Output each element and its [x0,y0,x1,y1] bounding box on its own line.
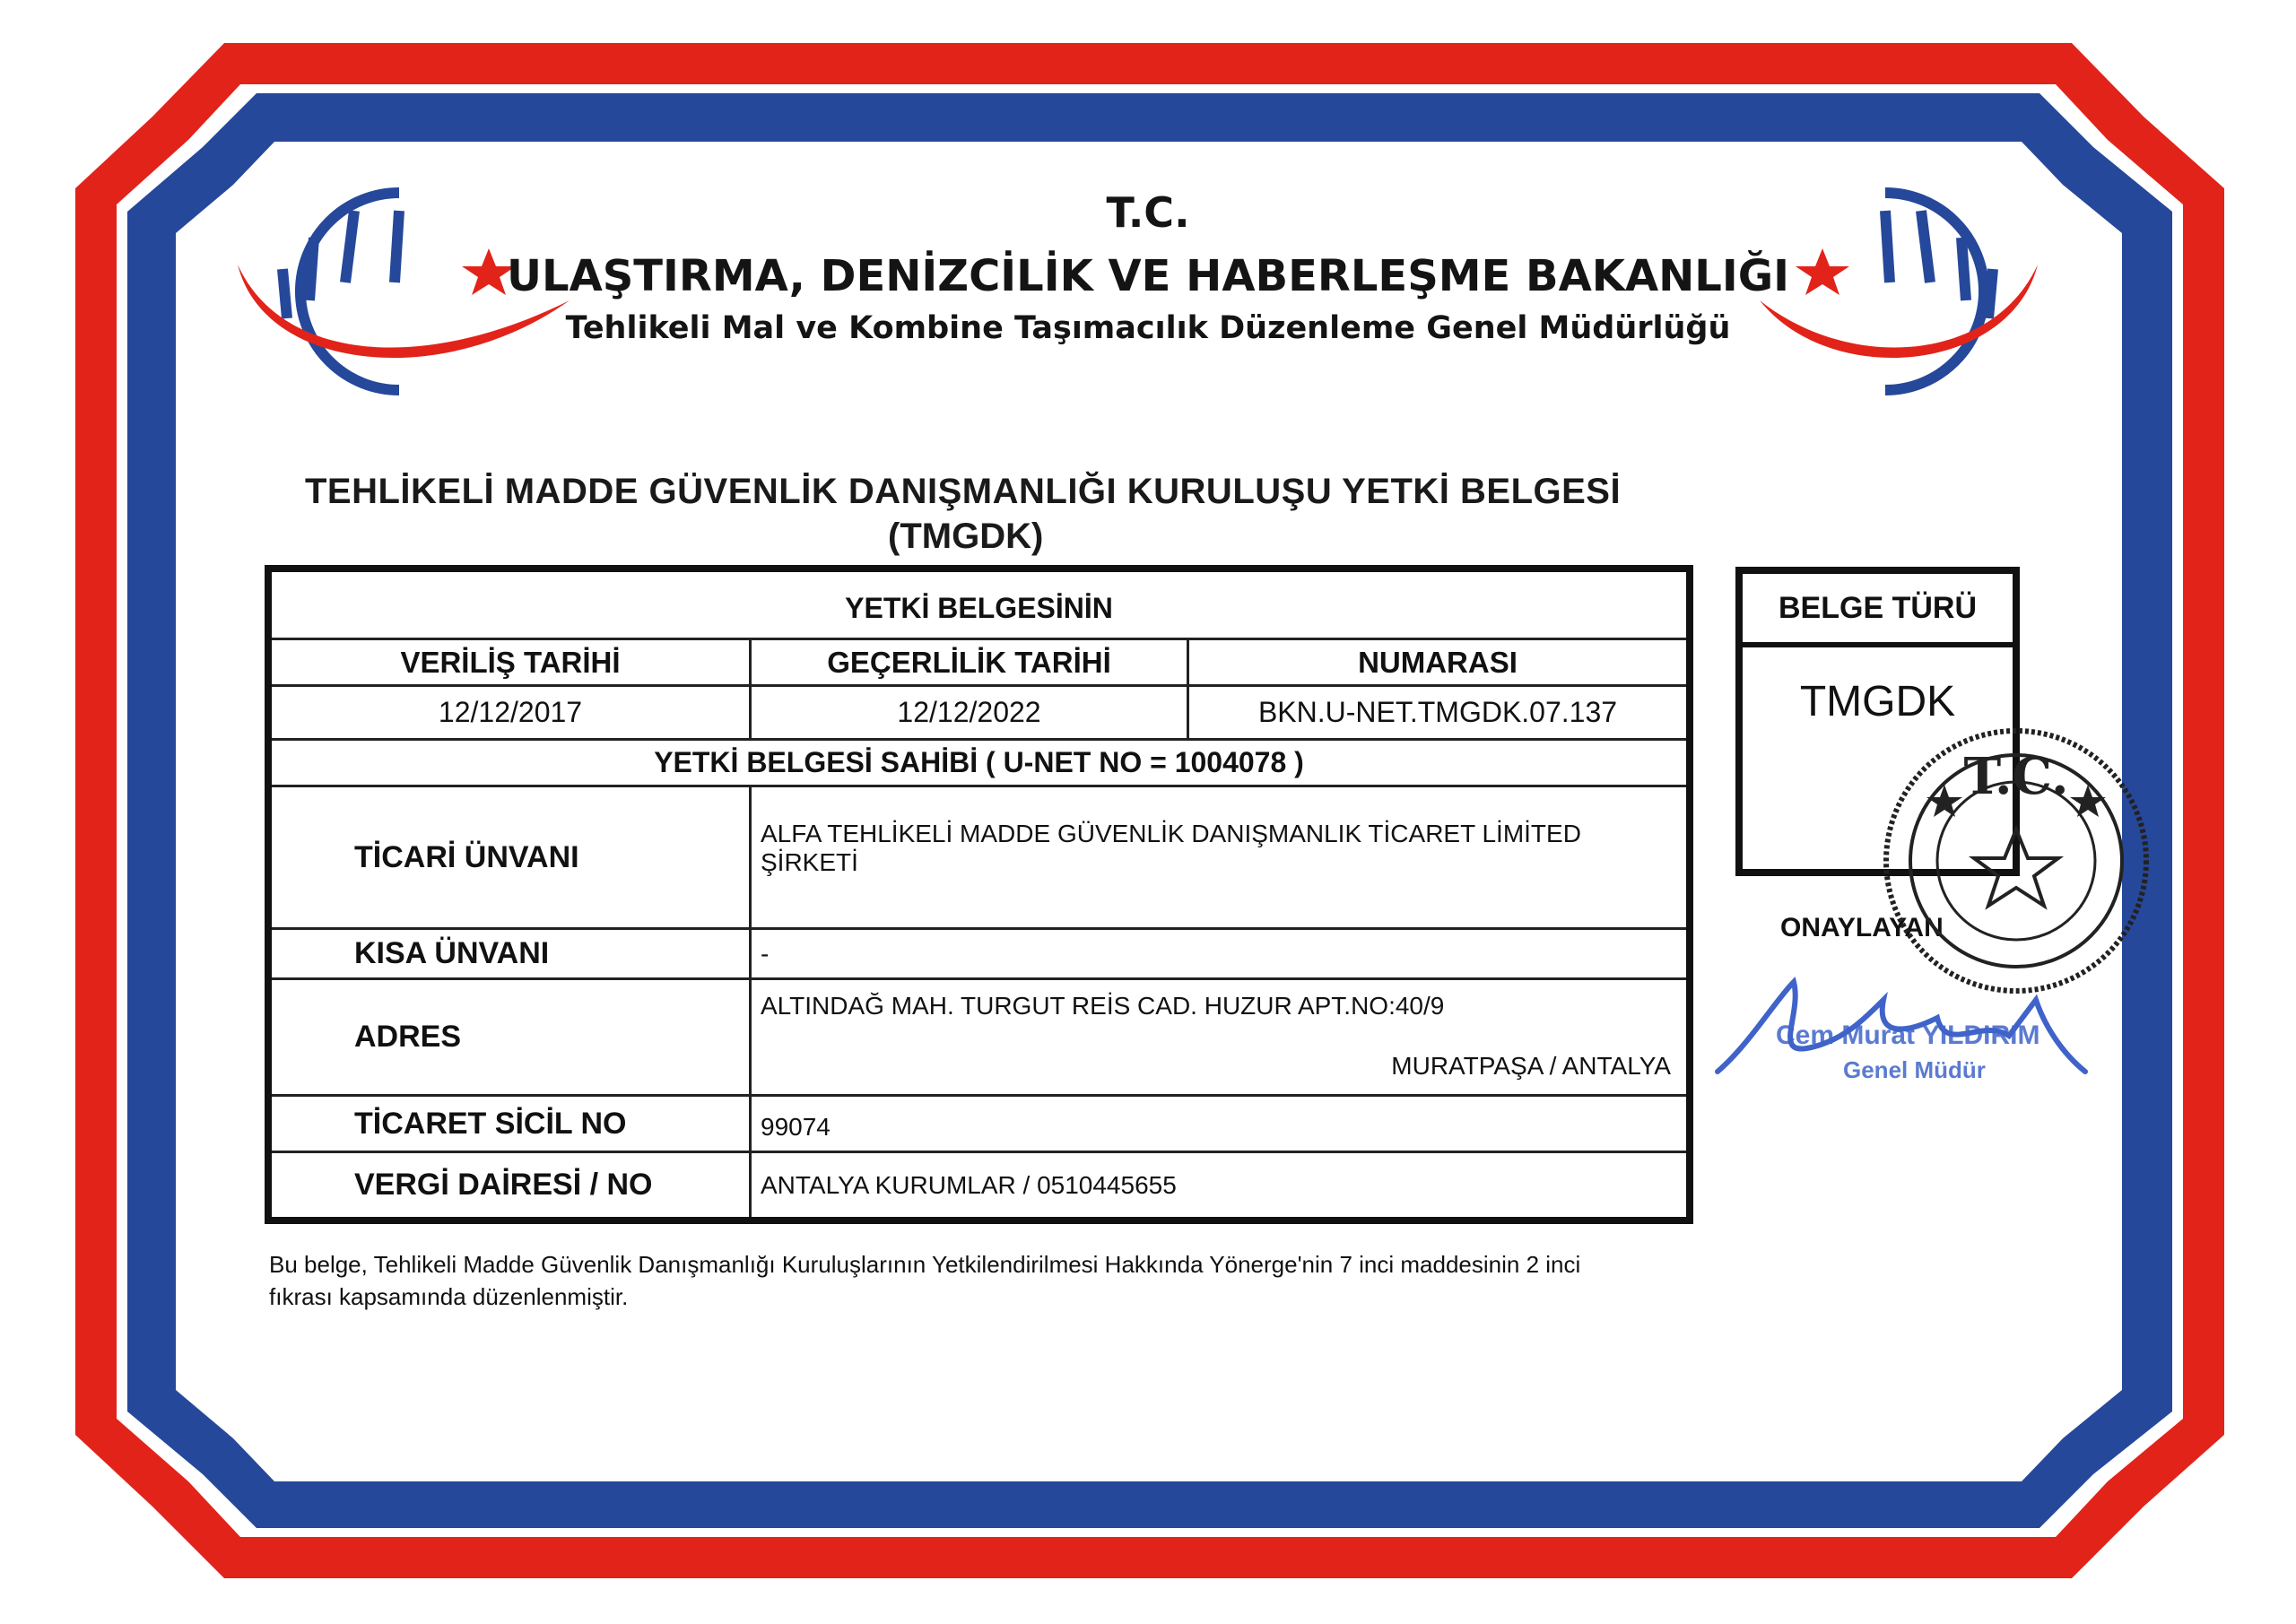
seal-text: T.C. [1963,747,2069,806]
address-label: ADRES [354,1020,462,1054]
col-validity-date-header: GEÇERLİLİK TARİHİ [827,645,1111,679]
holder-title: YETKİ BELGESİ SAHİBİ ( U-NET NO = 1004078 ) [654,746,1304,778]
certificate-title: TEHLİKELİ MADDE GÜVENLİK DANIŞMANLIĞI KURULUŞU YETKİ BELGESİ [305,472,1622,511]
short-name-value: - [761,939,770,968]
trade-registry-label: TİCARET SİCİL NO [354,1106,627,1141]
certificate-number: BKN.U-NET.TMGDK.07.137 [1257,696,1618,728]
official-seal-icon [1877,722,2155,1000]
trade-name-label: TİCARİ ÜNVANI [354,839,579,874]
certificate-subtitle: (TMGDK) [888,517,1044,556]
tax-office-label: VERGİ DAİRESİ / NO [354,1168,653,1202]
directorate-name: Tehlikeli Mal ve Kombine Taşımacılık Düzenleme Genel Müdürlüğü [565,310,1731,346]
validity-date: 12/12/2022 [897,696,1041,728]
trade-name-value: ALFA TEHLİKELİ MADDE GÜVENLİK DANIŞMANLIK TİCARET LİMİTED ŞİRKETİ [761,820,1581,876]
address-line1: ALTINDAĞ MAH. TURGUT REİS CAD. HUZUR APT.NO:40/9 [761,992,1445,1020]
col-issue-date-header: VERİLİŞ TARİHİ [400,645,621,679]
short-name-label: KISA ÜNVANI [354,936,550,970]
issue-date: 12/12/2017 [438,696,583,728]
document-type-value: TMGDK [1799,678,1956,725]
section-title: YETKİ BELGESİNİN [845,591,1113,624]
tax-office-value: ANTALYA KURUMLAR / 0510445655 [761,1170,1177,1199]
document-type-header: BELGE TÜRÜ [1743,574,2013,647]
certificate-table [265,565,1693,1224]
address-line2: MURATPAŞA / ANTALYA [1391,1052,1671,1080]
ministry-name: ULAŞTIRMA, DENİZCİLİK VE HABERLEŞME BAKANLIĞI [507,251,1789,301]
col-number-header: NUMARASI [1358,645,1518,679]
signer-name: Cem Murat YILDIRIM [1776,1020,2040,1050]
header-tc: T.C. [1106,188,1190,237]
approver-label: ONAYLAYAN [1780,913,1944,942]
signer-title: Genel Müdür [1843,1056,1986,1083]
footnote: Bu belge, Tehlikeli Madde Güvenlik Danışmanlığı Kuruluşlarının Yetkilendirilmesi Hakkında Yönerge'nin 7 inci maddesinin 2 inci fıkrası kapsamında düzenlenmiştir. [269,1251,1581,1310]
trade-registry-value: 99074 [761,1113,831,1141]
